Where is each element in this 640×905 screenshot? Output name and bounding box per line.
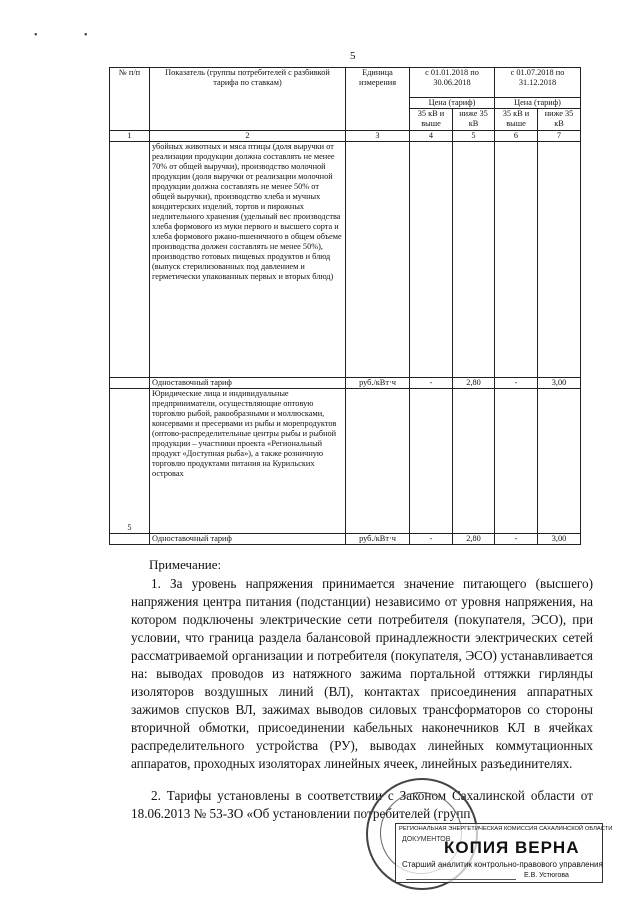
stamp-org: РЕГИОНАЛЬНАЯ ЭНЕРГЕТИЧЕСКАЯ КОМИССИЯ САХАЛИНСКОЙ ОБЛАСТИ — [399, 826, 613, 832]
row-num — [110, 378, 150, 389]
header-period-2: с 01.07.2018 по 31.12.2018 — [495, 68, 581, 98]
copy-certified-stamp — [395, 823, 613, 883]
row-unit: руб./кВт·ч — [346, 378, 410, 389]
row-value-4: - — [410, 378, 453, 389]
row-unit: руб./кВт·ч — [346, 534, 410, 545]
margin-marks: • • — [34, 30, 110, 41]
note-paragraph-1: 1. За уровень напряжения принимается значение питающего (высшего) напряжения центра питания (подстанции) независимо от уровня напряжения, на котором подключены электрические сети потребителя (покупателя, ЭСО), при условии, что граница раздела балансовой принадлежности электрических сетей рассматриваемой организации и потребителя (покупателя, ЭСО) устанавливается на: выводах проводов из натяжного зажима портальной оттяжки гирлянды изоляторов воздушных линий (ВЛ), контактах присоединения аппаратных зажимов спусков ВЛ, зажимах выводов силовых трансформаторов со стороны вторичной обмотки, присоединении кабельных наконечников КЛ в ячейках распределительного устройства (РУ), выводах линейных коммутационных аппаратов, проходных изоляторах линейных ячеек, линейных разъединителях. — [131, 576, 593, 771]
header-unit: Единица измерения — [346, 68, 410, 131]
stamp-position: Старший аналитик контрольно-правового управления — [402, 860, 603, 869]
stamp-docs-label: ДОКУМЕНТОВ — [402, 836, 451, 843]
colnum-4: 4 — [410, 131, 453, 142]
header-35kv-2: 35 кВ и выше — [495, 109, 538, 131]
row-indicator: убойных животных и мяса птицы (доля выручки от реализации продукции должна составлять не менее 70% от общей выручки), производство молочной продукции (доля выручки от реализации молочной продукции должна составлять не менее 50% от общей выручки), производство хлеба и мучных кондитерских изделий, тортов и пирожных недлительного хранения (удельный вес производства хлеба формового из муки первого и высшего сорта и хлеба формового ржано-пшеничного в общем объеме производства должен составлять не менее 50%), производство готовых пищевых продуктов и блюд (выпуск стерилизованных под давлением и герметически упакованных первых и вторых блюд) — [150, 142, 346, 378]
row-value-4: - — [410, 534, 453, 545]
table-row — [110, 378, 581, 389]
table-row — [110, 534, 581, 545]
page-number: 5 — [350, 50, 356, 62]
row-num: 5 — [110, 389, 150, 534]
header-num: № п/п — [110, 68, 150, 131]
table-row — [110, 142, 581, 378]
row-value-6: - — [495, 378, 538, 389]
row-indicator: Одноставочный тариф — [150, 534, 346, 545]
header-price-1: Цена (тариф) — [410, 98, 495, 109]
header-period-1: с 01.01.2018 по 30.06.2018 — [410, 68, 495, 98]
colnum-7: 7 — [538, 131, 581, 142]
colnum-2: 2 — [150, 131, 346, 142]
header-35kv-1: 35 кВ и выше — [410, 109, 453, 131]
row-indicator: Юридические лица и индивидуальные предприниматели, осуществляющие оптовую торговлю рыбой, ракообразными и моллюсками, консервами и пресервами из рыбы и морепродуктов (оптово-распределительные центры рыбы и рыбной продукции – участники проекта «Региональный продукт «Доступная рыба»), а также розничную торговлю продуктами питания на Курильских островах — [150, 389, 346, 534]
colnum-6: 6 — [495, 131, 538, 142]
row-value-7: 3,00 — [538, 378, 581, 389]
colnum-3: 3 — [346, 131, 410, 142]
row-indicator: Одноставочный тариф — [150, 378, 346, 389]
note-title: Примечание: — [149, 557, 222, 572]
row-num — [110, 534, 150, 545]
colnum-1: 1 — [110, 131, 150, 142]
row-value-5: 2,80 — [453, 378, 495, 389]
colnum-5: 5 — [453, 131, 495, 142]
tariff-table — [109, 67, 581, 545]
header-below35-1: ниже 35 кВ — [453, 109, 495, 131]
stamp-signer: Е.В. Устюгова — [524, 872, 569, 879]
note-paragraph-2: 2. Тарифы установлены в соответствии с Законом Сахалинской области от 18.06.2013 № 53-ЗО «Об установлении потребителей (групп — [131, 788, 593, 821]
header-price-2: Цена (тариф) — [495, 98, 581, 109]
row-value-5: 2,80 — [453, 534, 495, 545]
header-indicator: Показатель (группы потребителей с разбивкой тарифа по ставкам) — [150, 68, 346, 131]
row-value-6: - — [495, 534, 538, 545]
signature-line — [406, 879, 516, 880]
table-row — [110, 389, 581, 534]
row-value-7: 3,00 — [538, 534, 581, 545]
stamp-title: КОПИЯ ВЕРНА — [444, 838, 580, 857]
row-num — [110, 142, 150, 378]
header-below35-2: ниже 35 кВ — [538, 109, 581, 131]
